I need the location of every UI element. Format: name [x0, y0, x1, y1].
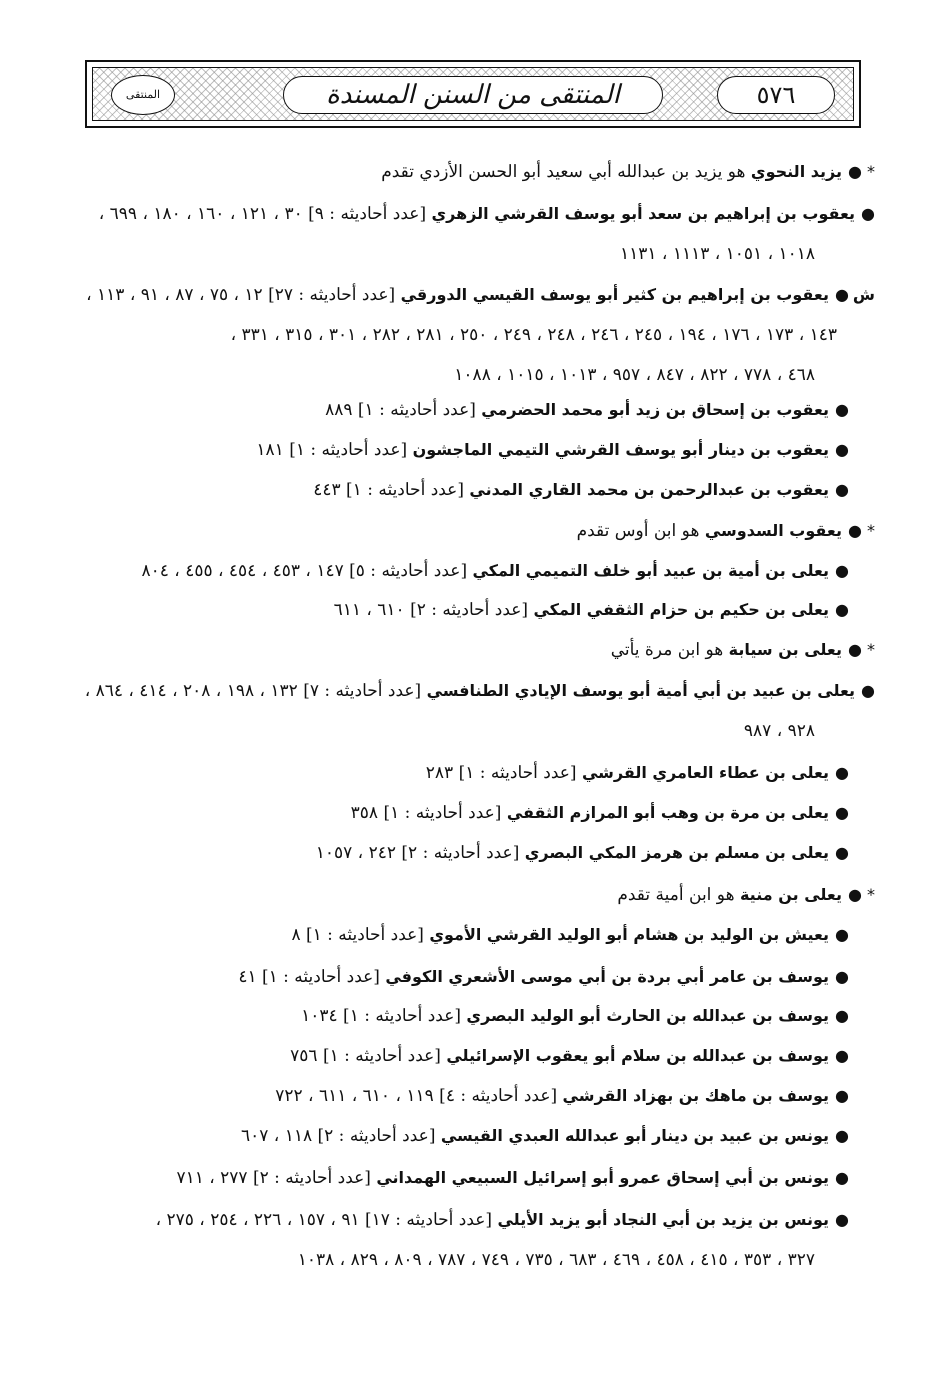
entry-prefix: ش	[852, 285, 875, 304]
page-number: ٥٧٦	[756, 81, 796, 109]
index-entry	[301, 1004, 849, 1028]
index-entry	[426, 761, 849, 785]
bullet-icon: ●	[835, 967, 849, 986]
index-entry	[290, 1044, 849, 1068]
hadith-references: [عدد أحاديثه : ١] ٤١	[238, 967, 386, 987]
hadith-references: [عدد أحاديثه : ٥] ١٤٧ ، ٤٥٣ ، ٤٥٤ ، ٤٥٥ ، ٨٠٤	[141, 561, 473, 581]
hadith-references: [عدد أحاديثه : ٧] ١٣٢ ، ١٩٨ ، ٢٠٨ ، ٤١٤ ، ٨٦٤ ،	[84, 681, 427, 701]
hadith-references: هو ابن أوس تقدم	[576, 521, 705, 541]
hadith-references: هو ابن مرة يأتي	[610, 640, 729, 660]
hadith-references: [عدد أحاديثه : ٤] ١١٩ ، ٦١٠ ، ٦١١ ، ٧٢٢	[275, 1086, 563, 1106]
hadith-references: [عدد أحاديثه : ١] ١٨١	[256, 440, 413, 460]
hadith-references: [عدد أحاديثه : ٢] ١١٨ ، ٦٠٧	[240, 1126, 441, 1146]
narrator-name: يعلى بن حكيم بن حزام الثقفي المكي	[533, 600, 830, 619]
index-entry	[142, 559, 850, 583]
index-entry	[256, 438, 849, 462]
narrator-name: يعلى بن سيابة	[728, 640, 842, 659]
narrator-name: يعلى بن منية	[739, 885, 842, 904]
narrator-name: يونس بن يزيد بن أبي النجاد أبو يزيد الأيلي	[497, 1210, 830, 1229]
references-continuation: ٤٦٨ ، ٧٧٨ ، ٨٢٢ ، ٨٤٧ ، ٩٥٧ ، ١٠١٣ ، ١٠١٥ ، ١٠٨٨	[454, 365, 815, 385]
hadith-references: هو ابن أمية تقدم	[617, 885, 740, 905]
index-entry	[611, 638, 875, 662]
logo-text: المنتقى	[125, 88, 161, 101]
bullet-icon: ●	[861, 204, 875, 223]
narrator-name: يعقوب السدوسي	[704, 521, 842, 540]
hadith-references: [عدد أحاديثه : ٢٧] ١٢ ، ٧٥ ، ٨٧ ، ٩١ ، ١١٣ ،	[86, 285, 401, 305]
narrator-name: يعلى بن أمية بن عبيد أبو خلف التميمي المكي	[472, 561, 830, 580]
bullet-icon: ●	[835, 803, 849, 822]
bullet-icon: * ●	[847, 521, 875, 540]
index-entry	[351, 801, 849, 825]
bullet-icon: ●	[835, 1210, 849, 1229]
hadith-references: [عدد أحاديثه : ١] ٣٥٨	[350, 803, 507, 823]
index-entry	[85, 679, 875, 703]
index-entry	[241, 1124, 849, 1148]
narrator-name: يعلى بن مرة بن وهب أبو المرازم الثقفي	[506, 803, 830, 822]
hadith-references: [عدد أحاديثه : ١] ٨٨٩	[325, 400, 482, 420]
bullet-icon: ●	[835, 1086, 849, 1105]
index-entry	[99, 202, 875, 226]
narrator-name: يعقوب بن دينار أبو يوسف القرشي التيمي الماجشون	[412, 440, 830, 459]
index-entry	[325, 398, 849, 422]
bullet-icon: ●	[835, 400, 849, 419]
bullet-icon: ●	[835, 561, 849, 580]
bullet-icon: ●	[835, 925, 849, 944]
references-continuation: ٩٢٨ ، ٩٨٧	[743, 721, 815, 741]
narrator-name: يعلى بن عطاء العامري القرشي	[581, 763, 830, 782]
page-header	[85, 60, 861, 128]
narrator-name: يوسف بن عبدالله بن الحارث أبو الوليد البصري	[466, 1006, 830, 1025]
references-continuation: ١٤٣ ، ١٧٣ ، ١٧٦ ، ١٩٤ ، ٢٤٥ ، ٢٤٦ ، ٢٤٨ ، ٢٤٩ ، ٢٥٠ ، ٢٨١ ، ٢٨٢ ، ٣٠١ ، ٣١٥ ، ٣٣١ ،	[230, 325, 837, 345]
hadith-references: [عدد أحاديثه : ٢] ٢٤٢ ، ١٠٥٧	[315, 843, 525, 863]
hadith-references: [عدد أحاديثه : ٢] ٢٧٧ ، ٧١١	[176, 1168, 377, 1188]
narrator-name: يعقوب بن إسحاق بن زيد أبو محمد الحضرمي	[481, 400, 830, 419]
hadith-references: [عدد أحاديثه : ١٧] ٩١ ، ١٥٧ ، ٢٢٦ ، ٢٥٤ ، ٢٧٥ ،	[155, 1210, 498, 1230]
logo-emblem	[111, 75, 175, 115]
index-entry	[313, 478, 849, 502]
hadith-references: [عدد أحاديثه : ١] ٤٤٣	[313, 480, 470, 500]
narrator-name: يعيش بن الوليد بن هشام أبو الوليد القرشي الأموي	[429, 925, 830, 944]
bullet-icon: ●	[835, 1046, 849, 1065]
bullet-icon: ●	[835, 763, 849, 782]
header-frame	[92, 67, 854, 121]
index-entry	[156, 1208, 849, 1232]
hadith-references: [عدد أحاديثه : ١] ٧٥٦	[290, 1046, 447, 1066]
references-continuation: ٣٢٧ ، ٣٥٣ ، ٤١٥ ، ٤٥٨ ، ٤٦٩ ، ٦٨٣ ، ٧٣٥ ، ٧٤٩ ، ٧٨٧ ، ٨٠٩ ، ٨٢٩ ، ١٠٣٨	[297, 1250, 815, 1270]
bullet-icon: ●	[835, 1126, 849, 1145]
narrator-name: يعقوب بن إبراهيم بن كثير أبو يوسف القيسي الدورقي	[400, 285, 829, 304]
index-entry	[316, 841, 849, 865]
bullet-icon: ●	[835, 480, 849, 499]
narrator-name: يعقوب بن عبدالرحمن بن محمد القاري المدني	[469, 480, 830, 499]
hadith-references: هو يزيد بن عبدالله أبي سعيد أبو الحسن الأزدي تقدم	[381, 162, 751, 182]
hadith-references: [عدد أحاديثه : ١] ٢٨٣	[425, 763, 582, 783]
hadith-references: [عدد أحاديثه : ٩] ٣٠ ، ١٢١ ، ١٦٠ ، ١٨٠ ، ٦٩٩ ،	[98, 204, 432, 224]
narrator-name: يونس بن أبي إسحاق عمرو أبو إسرائيل السبيعي الهمداني	[376, 1168, 830, 1187]
bullet-icon: * ●	[847, 885, 875, 904]
index-entry	[334, 598, 849, 622]
hadith-references: [عدد أحاديثه : ١] ١٠٣٤	[301, 1006, 467, 1026]
narrator-name: يوسف بن ماهك بن بهزاد القرشي	[562, 1086, 830, 1105]
index-entry	[291, 923, 849, 947]
title-cartouche	[283, 76, 663, 114]
narrator-name: يعلى بن عبيد بن أبي أمية أبو يوسف الإيادي الطنافسي	[426, 681, 856, 700]
narrator-name: يوسف بن عبدالله بن سلام أبو يعقوب الإسرائيلي	[446, 1046, 830, 1065]
narrator-name: يونس بن عبيد بن دينار أبو عبدالله العبدي القيسي	[440, 1126, 830, 1145]
bullet-icon: * ●	[847, 162, 875, 181]
bullet-icon: * ●	[847, 640, 875, 659]
index-entry	[86, 283, 875, 307]
index-entry	[381, 160, 875, 184]
bullet-icon: ●	[835, 1168, 849, 1187]
bullet-icon: ●	[835, 843, 849, 862]
index-entry	[275, 1084, 849, 1108]
hadith-references: [عدد أحاديثه : ١] ٨	[291, 925, 430, 945]
bullet-icon: ●	[835, 440, 849, 459]
page-number-cartouche	[717, 76, 835, 114]
hadith-references: [عدد أحاديثه : ٢] ٦١٠ ، ٦١١	[333, 600, 534, 620]
index-entry	[577, 519, 875, 543]
bullet-icon: ●	[861, 681, 875, 700]
index-entry	[176, 1166, 849, 1190]
narrator-name: يزيد النحوي	[750, 162, 842, 181]
narrator-name: يعلى بن مسلم بن هرمز المكي البصري	[524, 843, 830, 862]
narrator-name: يعقوب بن إبراهيم بن سعد أبو يوسف القرشي الزهري	[431, 204, 856, 223]
narrator-name: يوسف بن عامر أبي بردة بن أبي موسى الأشعري الكوفي	[385, 967, 830, 986]
index-entry	[238, 965, 849, 989]
references-continuation: ١٠١٨ ، ١٠٥١ ، ١١١٣ ، ١١٣١	[619, 244, 815, 264]
book-title: المنتقى من السنن المسندة	[326, 80, 620, 110]
bullet-icon: ●	[835, 1006, 849, 1025]
bullet-icon: ●	[834, 285, 849, 304]
bullet-icon: ●	[835, 600, 849, 619]
index-entry	[617, 883, 875, 907]
